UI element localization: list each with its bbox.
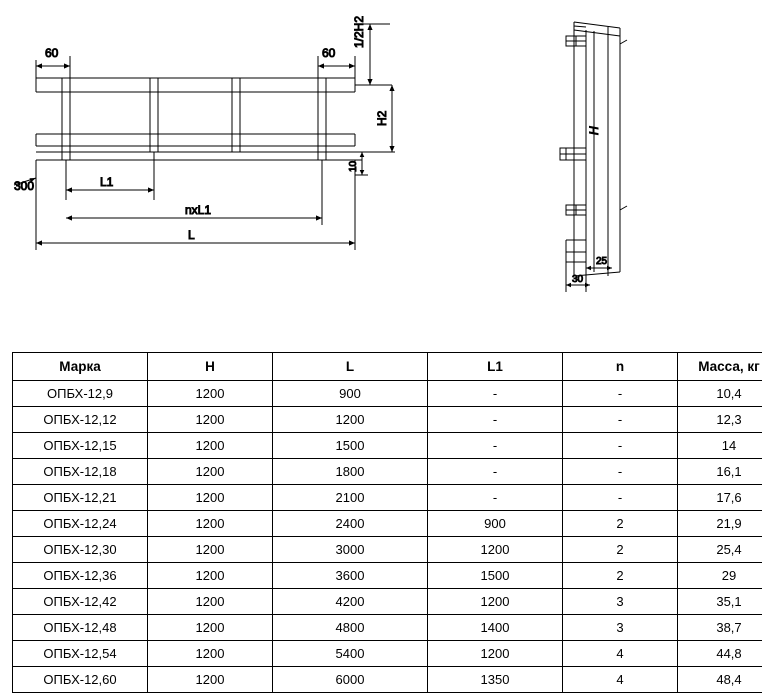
cell-massa: 12,3	[678, 407, 762, 433]
header-h: H	[148, 353, 273, 381]
cell-n: 2	[563, 511, 678, 537]
table-row	[13, 407, 762, 433]
cell-n: 3	[563, 589, 678, 615]
cell-n: 4	[563, 667, 678, 693]
dim-25-text: 25	[596, 256, 608, 267]
table-body	[13, 381, 762, 693]
cell-marka: ОПБХ-12,30	[13, 537, 148, 563]
table-row	[13, 667, 762, 693]
cell-n: 3	[563, 615, 678, 641]
dim-h2-text: H2	[375, 110, 389, 126]
cell-l: 6000	[273, 667, 428, 693]
table-row	[13, 485, 762, 511]
table-row	[13, 459, 762, 485]
header-massa: Масса, кг	[678, 353, 762, 381]
header-l: L	[273, 353, 428, 381]
cell-massa: 25,4	[678, 537, 762, 563]
cell-l: 900	[273, 381, 428, 407]
table-row	[13, 511, 762, 537]
cell-l1: -	[428, 407, 563, 433]
cell-massa: 21,9	[678, 511, 762, 537]
dim-nxl1-text: nxL1	[185, 203, 211, 217]
cell-marka: ОПБХ-12,18	[13, 459, 148, 485]
cell-marka: ОПБХ-12,60	[13, 667, 148, 693]
cell-marka: ОПБХ-12,36	[13, 563, 148, 589]
cell-n: -	[563, 433, 678, 459]
cell-h: 1200	[148, 667, 273, 693]
cell-l1: -	[428, 433, 563, 459]
cell-n: 4	[563, 641, 678, 667]
cell-l: 2400	[273, 511, 428, 537]
cell-l: 1200	[273, 407, 428, 433]
cell-h: 1200	[148, 511, 273, 537]
table-row	[13, 615, 762, 641]
cell-massa: 14	[678, 433, 762, 459]
cell-l: 1800	[273, 459, 428, 485]
cell-massa: 35,1	[678, 589, 762, 615]
header-marka: Марка	[13, 353, 148, 381]
cell-h: 1200	[148, 537, 273, 563]
specification-table-wrapper	[12, 352, 750, 693]
cell-h: 1200	[148, 589, 273, 615]
cell-h: 1200	[148, 641, 273, 667]
dim-30-text: 30	[572, 274, 584, 285]
table-row	[13, 641, 762, 667]
cell-marka: ОПБХ-12,24	[13, 511, 148, 537]
cell-l1: 1400	[428, 615, 563, 641]
cell-massa: 44,8	[678, 641, 762, 667]
cell-h: 1200	[148, 433, 273, 459]
cell-h: 1200	[148, 615, 273, 641]
cell-l: 3600	[273, 563, 428, 589]
cell-h: 1200	[148, 381, 273, 407]
cell-h: 1200	[148, 459, 273, 485]
specification-table	[12, 352, 762, 693]
header-l1: L1	[428, 353, 563, 381]
cell-l1: 1200	[428, 641, 563, 667]
table-row	[13, 563, 762, 589]
cell-l1: 1500	[428, 563, 563, 589]
cell-l1: 900	[428, 511, 563, 537]
cell-l: 4200	[273, 589, 428, 615]
cell-massa: 38,7	[678, 615, 762, 641]
cell-massa: 10,4	[678, 381, 762, 407]
cell-l: 1500	[273, 433, 428, 459]
dim-60-right-text: 60	[322, 46, 336, 60]
cell-massa: 29	[678, 563, 762, 589]
cell-n: 2	[563, 537, 678, 563]
cell-marka: ОПБХ-12,48	[13, 615, 148, 641]
cell-l1: -	[428, 381, 563, 407]
cell-marka: ОПБХ-12,42	[13, 589, 148, 615]
technical-drawing	[0, 0, 762, 340]
header-n: n	[563, 353, 678, 381]
cell-marka: ОПБХ-12,21	[13, 485, 148, 511]
dim-10-text: 10	[348, 160, 359, 172]
cell-l: 5400	[273, 641, 428, 667]
cell-n: -	[563, 407, 678, 433]
table-row	[13, 381, 762, 407]
dim-60-left-text: 60	[45, 46, 59, 60]
cell-h: 1200	[148, 485, 273, 511]
table-header-row	[13, 353, 762, 381]
cell-h: 1200	[148, 563, 273, 589]
cell-l: 4800	[273, 615, 428, 641]
cell-h: 1200	[148, 407, 273, 433]
cell-n: 2	[563, 563, 678, 589]
cell-l1: 1200	[428, 537, 563, 563]
cell-l: 2100	[273, 485, 428, 511]
cell-massa: 48,4	[678, 667, 762, 693]
cell-l1: -	[428, 485, 563, 511]
cell-marka: ОПБХ-12,54	[13, 641, 148, 667]
cell-l1: 1200	[428, 589, 563, 615]
cell-l1: -	[428, 459, 563, 485]
cell-l: 3000	[273, 537, 428, 563]
dim-300-text: 300	[14, 179, 34, 193]
cell-massa: 17,6	[678, 485, 762, 511]
cell-marka: ОПБХ-12,12	[13, 407, 148, 433]
table-row	[13, 537, 762, 563]
dim-l-text: L	[188, 228, 195, 242]
cell-n: -	[563, 381, 678, 407]
cell-l1: 1350	[428, 667, 563, 693]
cell-massa: 16,1	[678, 459, 762, 485]
table-row	[13, 589, 762, 615]
cell-marka: ОПБХ-12,15	[13, 433, 148, 459]
dim-h-text: H	[587, 126, 601, 135]
table-row	[13, 433, 762, 459]
cell-n: -	[563, 459, 678, 485]
dim-l1-text: L1	[100, 175, 114, 189]
cell-n: -	[563, 485, 678, 511]
cell-marka: ОПБХ-12,9	[13, 381, 148, 407]
dim-half-h2-text: 1/2H2	[352, 16, 366, 48]
